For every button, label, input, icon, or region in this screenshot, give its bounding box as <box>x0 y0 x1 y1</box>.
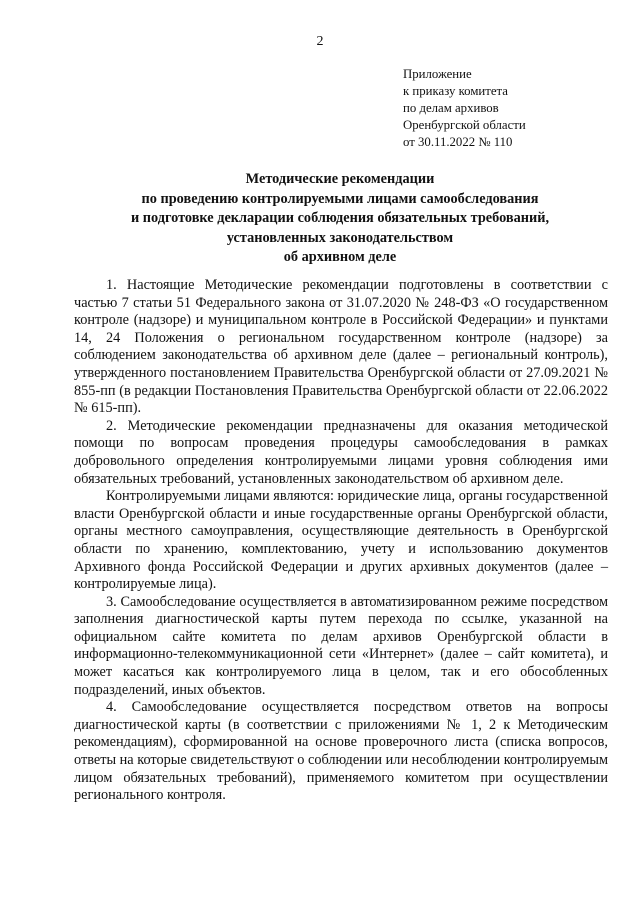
appendix-block <box>403 66 633 151</box>
appendix-line: к приказу комитета <box>403 84 508 98</box>
document-title <box>70 170 610 268</box>
page-number: 2 <box>316 34 324 49</box>
document-body <box>74 277 608 805</box>
appendix-line: Приложение <box>403 67 472 81</box>
title-line: установленных законодательством <box>226 229 454 246</box>
title-line: и подготовке декларации соблюдения обязательных требований, <box>130 210 550 226</box>
paragraph-2: 2. Методические рекомендации предназначены для оказания методической помощи по вопросам проведения процедуры самообследования в рамках добровольного определения контролируемыми лицами уровня соблюдения ими обязательных требований, установленных законодательством об архивном деле. <box>74 417 608 487</box>
title-line: Методические рекомендации <box>245 171 435 187</box>
paragraph-4: 4. Самообследование осуществляется посредством ответов на вопросы диагностической карты (в соответствии с приложениями № 1, 2 к Методическим рекомендациям), сформированной на основе проверочного листа (списка вопросов, ответы на которые свидетельствуют о соблюдении или несоблюдении контролируемым лицом обязательных требований), применяемого комитетом при осуществлении регионального контроля. <box>74 699 608 804</box>
title-line: об архивном деле <box>283 249 397 265</box>
appendix-line: по делам архивов <box>403 101 499 115</box>
paragraph-1: 1. Настоящие Методические рекомендации подготовлены в соответствии с частью 7 статьи 51 Федерального закона от 31.07.2020 № 248-ФЗ «О государственном контроле (надзоре) и муниципальном контроле в Российской Федерации» и пунктами 14, 24 Положения о региональном государственном контроле (надзоре) за соблюдением законодательства об архивном деле (далее – региональный контроль), утвержденного постановлением Правительства Оренбургской области от 27.09.2021 № 855-пп (в редакции Постановления Правительства Оренбургской области от 22.06.2022 № 615-пп). <box>74 277 608 417</box>
appendix-line: Оренбургской области <box>403 118 526 132</box>
title-line: по проведению контролируемыми лицами самообследования <box>141 190 539 207</box>
appendix-line: от 30.11.2022 № 110 <box>403 135 513 149</box>
paragraph-controlled-persons: Контролируемыми лицами являются: юридические лица, органы государственной власти Оренбургской области и иные государственные органы Оренбургской области, органы местного самоуправления, осуществляющие деятельность в Оренбургской области по хранению, комплектованию, учету и использованию документов Архивного фонда Российской Федерации и других архивных документов (далее – контролируемые лица). <box>74 488 608 593</box>
paragraph-3: 3. Самообследование осуществляется в автоматизированном режиме посредством заполнения диагностической карты путем перехода по ссылке, указанной на официальном сайте комитета по делам архивов Оренбургской области в информационно-телекоммуникационной сети «Интернет» (далее – сайт комитета), и может касаться как контролируемого лица в целом, так и его обособленных подразделений, иных объектов. <box>74 593 608 698</box>
